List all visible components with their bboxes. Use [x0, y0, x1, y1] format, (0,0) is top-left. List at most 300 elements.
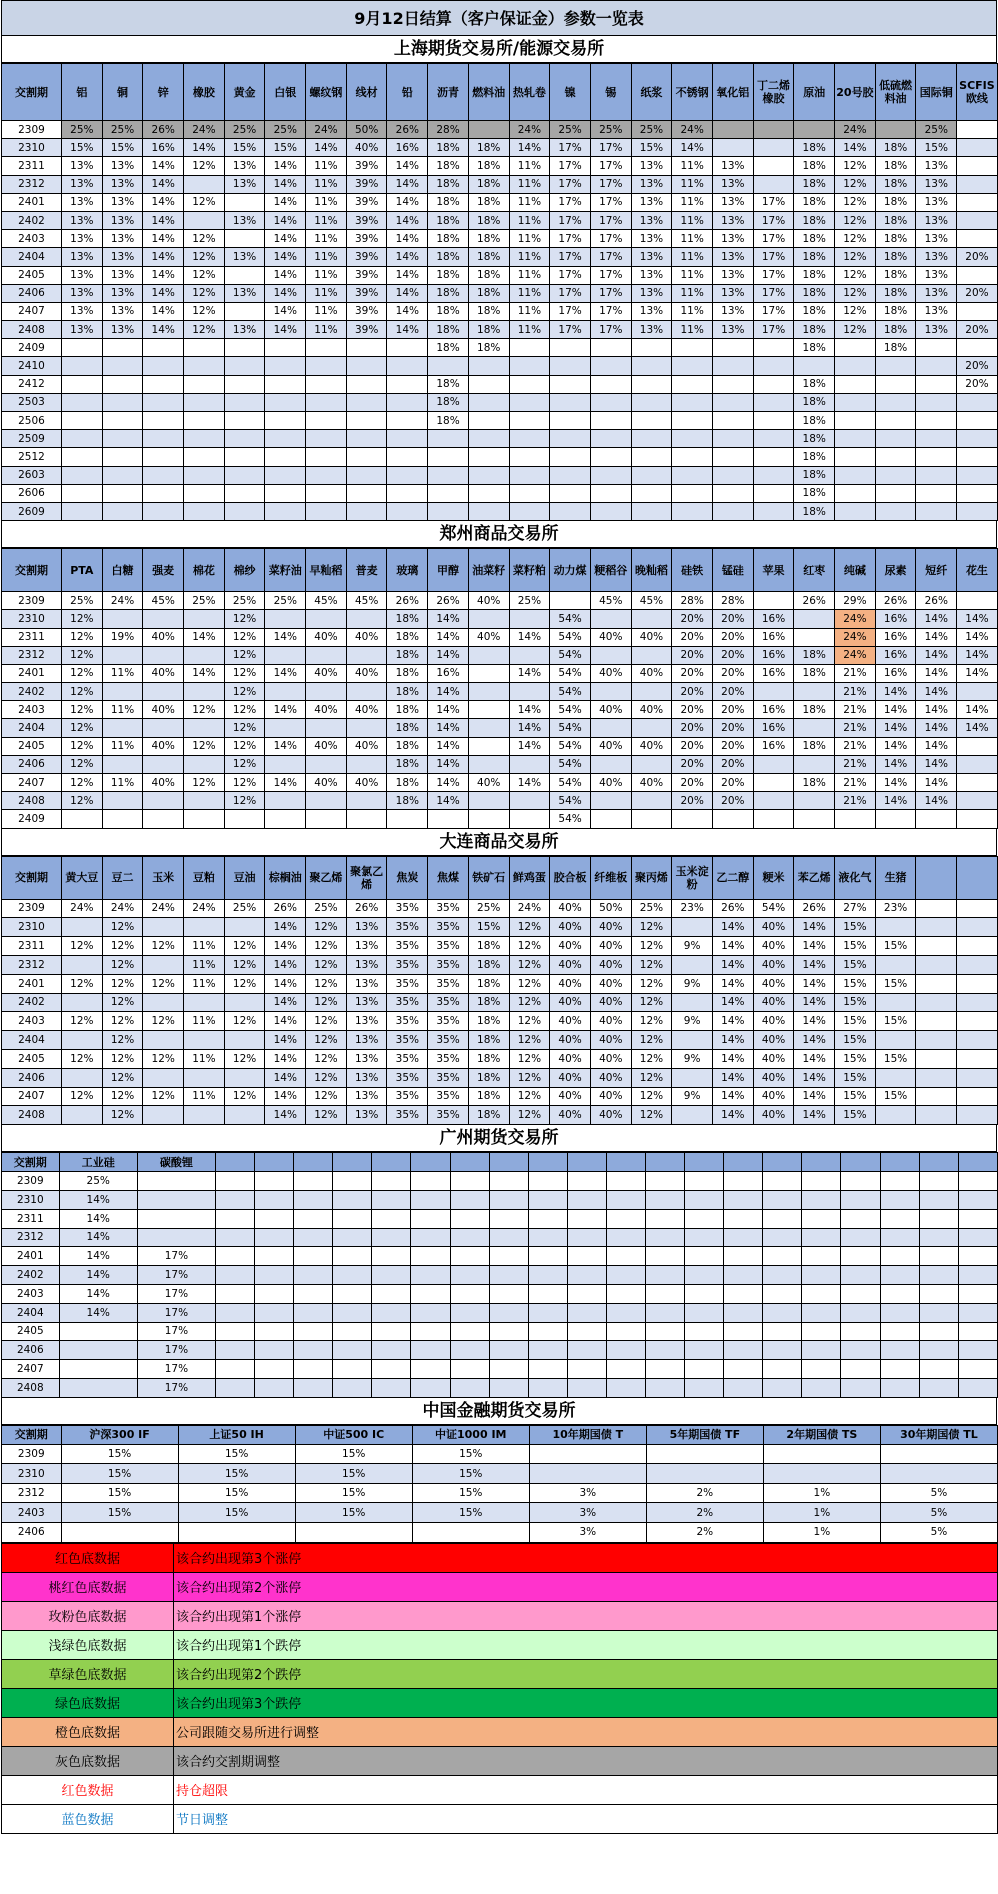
margin-cell: 13%	[61, 284, 102, 302]
margin-cell	[841, 1247, 880, 1266]
margin-cell	[450, 1247, 489, 1266]
margin-cell	[590, 357, 631, 375]
margin-cell	[224, 412, 265, 430]
margin-cell	[61, 393, 102, 411]
margin-cell: 13%	[916, 284, 957, 302]
margin-cell	[509, 375, 550, 393]
margin-cell: 15%	[835, 1068, 876, 1087]
margin-cell: 18%	[794, 248, 835, 266]
margin-cell: 18%	[875, 266, 916, 284]
margin-cell: 13%	[346, 1087, 387, 1106]
margin-cell	[753, 755, 794, 773]
margin-cell: 14%	[265, 1049, 306, 1068]
margin-cell: 14%	[59, 1247, 137, 1266]
margin-cell	[102, 755, 143, 773]
margin-cell: 14%	[712, 955, 753, 974]
margin-cell	[550, 339, 591, 357]
margin-cell: 12%	[835, 266, 876, 284]
column-header: 镍	[550, 64, 591, 121]
margin-cell: 12%	[61, 937, 102, 956]
margin-cell: 40%	[590, 1068, 631, 1087]
delivery-month-cell: 2403	[2, 230, 62, 248]
delivery-month-cell: 2407	[2, 1360, 60, 1379]
margin-cell: 13%	[224, 284, 265, 302]
margin-cell: 14%	[428, 774, 469, 792]
column-header-delivery: 交割期	[2, 1153, 60, 1172]
margin-cell	[724, 1284, 763, 1303]
margin-cell	[184, 393, 225, 411]
margin-cell: 18%	[875, 193, 916, 211]
margin-cell	[919, 1284, 958, 1303]
margin-cell	[255, 1247, 294, 1266]
margin-cell: 12%	[224, 683, 265, 701]
margin-cell: 12%	[184, 266, 225, 284]
table-row	[2, 502, 998, 520]
margin-cell: 13%	[102, 175, 143, 193]
margin-cell	[468, 430, 509, 448]
margin-cell	[672, 375, 713, 393]
margin-cell: 16%	[753, 737, 794, 755]
margin-cell: 45%	[346, 592, 387, 610]
margin-cell	[794, 810, 835, 828]
margin-cell: 14%	[184, 664, 225, 682]
margin-cell	[550, 448, 591, 466]
margin-cell: 18%	[387, 646, 428, 664]
margin-cell	[631, 430, 672, 448]
margin-cell: 14%	[509, 719, 550, 737]
margin-cell	[224, 1106, 265, 1125]
margin-cell: 20%	[957, 321, 998, 339]
margin-cell: 15%	[265, 139, 306, 157]
cffex-margin-table	[1, 1425, 998, 1543]
legend-row	[2, 1775, 998, 1804]
margin-cell	[835, 393, 876, 411]
margin-cell	[646, 1209, 685, 1228]
margin-cell: 40%	[590, 737, 631, 755]
margin-cell	[672, 430, 713, 448]
margin-cell: 20%	[672, 683, 713, 701]
margin-cell: 11%	[306, 193, 347, 211]
margin-cell	[450, 1284, 489, 1303]
margin-cell: 14%	[387, 175, 428, 193]
margin-cell	[255, 1228, 294, 1247]
margin-cell	[957, 774, 998, 792]
margin-cell	[712, 502, 753, 520]
margin-cell	[606, 1378, 645, 1397]
margin-cell: 12%	[184, 193, 225, 211]
margin-cell: 40%	[550, 993, 591, 1012]
margin-cell: 14%	[916, 683, 957, 701]
margin-cell	[509, 610, 550, 628]
delivery-month-cell: 2406	[2, 755, 62, 773]
margin-cell: 29%	[835, 592, 876, 610]
margin-cell	[724, 1360, 763, 1379]
margin-cell	[958, 1209, 997, 1228]
margin-cell: 18%	[794, 430, 835, 448]
column-header: 玉米	[143, 856, 184, 899]
margin-cell: 14%	[957, 610, 998, 628]
margin-cell: 12%	[224, 937, 265, 956]
margin-cell: 15%	[412, 1503, 529, 1523]
margin-cell	[875, 484, 916, 502]
margin-cell: 16%	[875, 646, 916, 664]
table-row	[2, 1068, 998, 1087]
margin-cell	[468, 701, 509, 719]
margin-cell: 40%	[346, 774, 387, 792]
margin-cell	[528, 1209, 567, 1228]
margin-cell	[143, 466, 184, 484]
margin-cell	[631, 448, 672, 466]
margin-cell: 15%	[835, 974, 876, 993]
margin-cell: 17%	[590, 248, 631, 266]
margin-cell	[957, 592, 998, 610]
margin-cell: 12%	[184, 774, 225, 792]
margin-cell: 35%	[428, 993, 469, 1012]
margin-cell: 12%	[224, 737, 265, 755]
margin-cell: 40%	[753, 1012, 794, 1031]
margin-cell	[672, 918, 713, 937]
margin-cell	[529, 1444, 646, 1464]
margin-cell	[61, 375, 102, 393]
margin-cell	[685, 1322, 724, 1341]
margin-cell	[509, 466, 550, 484]
margin-cell	[567, 1341, 606, 1360]
margin-cell	[372, 1209, 411, 1228]
legend-label: 红色底数据	[2, 1543, 174, 1572]
table-row	[2, 1012, 998, 1031]
margin-cell: 13%	[61, 157, 102, 175]
delivery-month-cell: 2407	[2, 1087, 62, 1106]
margin-cell	[958, 1360, 997, 1379]
table-row	[2, 1247, 998, 1266]
margin-cell: 40%	[306, 701, 347, 719]
margin-cell	[567, 1172, 606, 1191]
margin-cell	[875, 1068, 916, 1087]
margin-cell	[102, 683, 143, 701]
margin-cell	[468, 737, 509, 755]
margin-cell: 14%	[916, 701, 957, 719]
margin-cell: 24%	[672, 121, 713, 139]
delivery-month-cell: 2402	[2, 683, 62, 701]
margin-cell	[880, 1247, 919, 1266]
margin-cell	[957, 139, 998, 157]
margin-cell	[841, 1378, 880, 1397]
margin-cell: 13%	[631, 175, 672, 193]
margin-cell: 12%	[102, 1031, 143, 1050]
delivery-month-cell: 2408	[2, 792, 62, 810]
margin-cell: 14%	[916, 737, 957, 755]
margin-cell: 14%	[265, 175, 306, 193]
margin-cell: 14%	[428, 792, 469, 810]
margin-cell	[841, 1228, 880, 1247]
margin-cell: 18%	[794, 266, 835, 284]
margin-cell	[880, 1190, 919, 1209]
column-header: 苹果	[753, 549, 794, 592]
margin-cell	[763, 1266, 802, 1285]
margin-cell	[184, 484, 225, 502]
margin-cell	[672, 393, 713, 411]
margin-cell: 35%	[428, 937, 469, 956]
margin-cell: 12%	[631, 955, 672, 974]
table-row	[2, 1378, 998, 1397]
margin-cell: 18%	[468, 211, 509, 229]
margin-cell	[590, 719, 631, 737]
margin-cell	[590, 610, 631, 628]
margin-cell	[958, 1172, 997, 1191]
margin-cell	[919, 1247, 958, 1266]
margin-cell	[880, 1303, 919, 1322]
margin-cell: 54%	[550, 701, 591, 719]
margin-cell: 40%	[346, 737, 387, 755]
margin-cell: 25%	[184, 592, 225, 610]
margin-cell	[724, 1247, 763, 1266]
margin-cell: 18%	[468, 1031, 509, 1050]
margin-cell: 17%	[590, 193, 631, 211]
delivery-month-cell: 2401	[2, 193, 62, 211]
table-row	[2, 918, 998, 937]
table-row	[2, 810, 998, 828]
column-header	[606, 1153, 645, 1172]
delivery-month-cell: 2403	[2, 1012, 62, 1031]
margin-cell	[143, 357, 184, 375]
margin-cell	[224, 230, 265, 248]
margin-cell	[265, 755, 306, 773]
margin-cell	[450, 1360, 489, 1379]
margin-cell: 54%	[550, 646, 591, 664]
margin-cell	[957, 484, 998, 502]
margin-cell: 20%	[957, 357, 998, 375]
margin-cell: 35%	[428, 974, 469, 993]
margin-cell	[450, 1209, 489, 1228]
column-header: 强麦	[143, 549, 184, 592]
delivery-month-cell: 2410	[2, 357, 62, 375]
margin-cell	[606, 1360, 645, 1379]
margin-cell: 13%	[61, 175, 102, 193]
margin-cell: 13%	[102, 211, 143, 229]
margin-cell	[428, 448, 469, 466]
margin-cell	[528, 1322, 567, 1341]
column-header	[957, 856, 998, 899]
margin-cell	[957, 810, 998, 828]
margin-cell: 14%	[509, 737, 550, 755]
margin-cell	[835, 412, 876, 430]
margin-cell	[957, 266, 998, 284]
table-row	[2, 1341, 998, 1360]
margin-cell	[590, 502, 631, 520]
margin-cell: 14%	[265, 230, 306, 248]
margin-cell: 40%	[590, 1049, 631, 1068]
margin-cell	[957, 393, 998, 411]
margin-cell	[468, 121, 509, 139]
margin-cell	[957, 121, 998, 139]
margin-cell: 12%	[143, 974, 184, 993]
margin-cell	[184, 502, 225, 520]
margin-cell: 12%	[102, 937, 143, 956]
margin-cell	[880, 1378, 919, 1397]
margin-cell: 18%	[428, 139, 469, 157]
margin-cell	[646, 1266, 685, 1285]
margin-cell	[763, 1341, 802, 1360]
margin-cell: 14%	[265, 774, 306, 792]
margin-cell: 17%	[550, 266, 591, 284]
margin-cell	[468, 393, 509, 411]
margin-cell	[102, 484, 143, 502]
margin-cell: 12%	[509, 1068, 550, 1087]
delivery-month-cell: 2512	[2, 448, 62, 466]
margin-cell: 15%	[61, 1503, 178, 1523]
margin-cell	[102, 719, 143, 737]
column-header: 鲜鸡蛋	[509, 856, 550, 899]
margin-cell	[61, 955, 102, 974]
margin-cell: 12%	[224, 664, 265, 682]
table-row	[2, 774, 998, 792]
margin-cell: 14%	[794, 1012, 835, 1031]
margin-cell: 14%	[387, 284, 428, 302]
margin-cell: 14%	[916, 664, 957, 682]
margin-cell: 13%	[631, 284, 672, 302]
margin-cell: 11%	[184, 974, 225, 993]
margin-cell	[294, 1190, 333, 1209]
margin-cell: 25%	[224, 121, 265, 139]
margin-cell	[724, 1322, 763, 1341]
margin-cell	[916, 412, 957, 430]
column-header: 早籼稻	[306, 549, 347, 592]
margin-cell	[957, 1031, 998, 1050]
delivery-month-cell: 2310	[2, 1464, 62, 1484]
margin-cell: 11%	[306, 175, 347, 193]
margin-cell: 40%	[631, 628, 672, 646]
margin-cell: 14%	[428, 737, 469, 755]
margin-cell: 14%	[794, 918, 835, 937]
column-header: 豆粕	[184, 856, 225, 899]
margin-cell	[631, 339, 672, 357]
margin-cell: 26%	[794, 592, 835, 610]
margin-cell: 14%	[794, 1106, 835, 1125]
margin-cell: 11%	[509, 321, 550, 339]
margin-cell	[916, 918, 957, 937]
margin-cell: 12%	[224, 646, 265, 664]
margin-cell	[294, 1209, 333, 1228]
margin-cell: 35%	[387, 918, 428, 937]
margin-cell	[346, 719, 387, 737]
margin-cell: 12%	[835, 157, 876, 175]
margin-cell: 13%	[224, 211, 265, 229]
margin-cell	[143, 993, 184, 1012]
margin-cell	[61, 357, 102, 375]
margin-cell: 25%	[631, 899, 672, 918]
margin-cell	[590, 393, 631, 411]
margin-cell: 40%	[590, 628, 631, 646]
margin-cell: 14%	[59, 1284, 137, 1303]
margin-cell: 12%	[102, 1106, 143, 1125]
margin-cell: 18%	[428, 211, 469, 229]
column-header: 棉纱	[224, 549, 265, 592]
margin-cell	[306, 466, 347, 484]
margin-cell: 14%	[916, 774, 957, 792]
margin-cell: 18%	[387, 792, 428, 810]
margin-cell	[957, 792, 998, 810]
margin-cell: 39%	[346, 321, 387, 339]
margin-cell: 40%	[143, 774, 184, 792]
margin-cell	[528, 1228, 567, 1247]
margin-cell: 35%	[428, 1068, 469, 1087]
section-title-czce: 郑州商品交易所	[1, 521, 997, 548]
margin-cell: 12%	[61, 1012, 102, 1031]
margin-cell: 11%	[672, 211, 713, 229]
margin-cell	[802, 1284, 841, 1303]
column-header: 花生	[957, 549, 998, 592]
margin-cell	[753, 683, 794, 701]
margin-cell: 15%	[412, 1483, 529, 1503]
margin-cell: 11%	[672, 193, 713, 211]
margin-cell: 40%	[550, 955, 591, 974]
margin-cell	[184, 646, 225, 664]
margin-cell	[672, 1031, 713, 1050]
column-header: 沥青	[428, 64, 469, 121]
margin-cell	[631, 810, 672, 828]
column-header: 中证1000 IM	[412, 1425, 529, 1444]
column-header: 10年期国债 T	[529, 1425, 646, 1444]
margin-cell	[255, 1172, 294, 1191]
margin-cell: 40%	[590, 974, 631, 993]
margin-cell: 12%	[306, 974, 347, 993]
margin-cell: 12%	[306, 993, 347, 1012]
column-header	[450, 1153, 489, 1172]
table-row	[2, 1087, 998, 1106]
margin-cell	[102, 610, 143, 628]
margin-cell	[753, 375, 794, 393]
margin-cell: 11%	[509, 230, 550, 248]
column-header: 铝	[61, 64, 102, 121]
margin-cell	[372, 1322, 411, 1341]
column-header: 晚籼稻	[631, 549, 672, 592]
margin-cell: 13%	[346, 1049, 387, 1068]
margin-cell	[672, 955, 713, 974]
table-row	[2, 1360, 998, 1379]
margin-cell: 14%	[794, 1031, 835, 1050]
margin-cell	[794, 755, 835, 773]
margin-cell	[61, 430, 102, 448]
legend-row	[2, 1717, 998, 1746]
margin-cell: 12%	[509, 937, 550, 956]
margin-cell: 13%	[631, 230, 672, 248]
margin-cell: 14%	[957, 628, 998, 646]
margin-cell: 26%	[794, 899, 835, 918]
margin-cell	[957, 683, 998, 701]
margin-cell: 14%	[916, 755, 957, 773]
margin-cell: 13%	[712, 266, 753, 284]
margin-cell: 40%	[468, 592, 509, 610]
margin-cell	[590, 755, 631, 773]
margin-cell	[916, 1031, 957, 1050]
margin-cell: 21%	[835, 774, 876, 792]
margin-cell: 18%	[794, 157, 835, 175]
margin-cell: 14%	[265, 266, 306, 284]
margin-cell: 35%	[428, 1012, 469, 1031]
margin-cell: 17%	[137, 1378, 215, 1397]
margin-cell: 18%	[387, 628, 428, 646]
margin-cell: 14%	[265, 993, 306, 1012]
column-header: 聚丙烯	[631, 856, 672, 899]
column-header	[333, 1153, 372, 1172]
margin-cell	[346, 646, 387, 664]
table-row	[2, 610, 998, 628]
margin-cell: 18%	[428, 248, 469, 266]
margin-cell: 13%	[916, 193, 957, 211]
margin-cell	[143, 755, 184, 773]
margin-cell: 12%	[61, 719, 102, 737]
margin-cell: 18%	[875, 339, 916, 357]
